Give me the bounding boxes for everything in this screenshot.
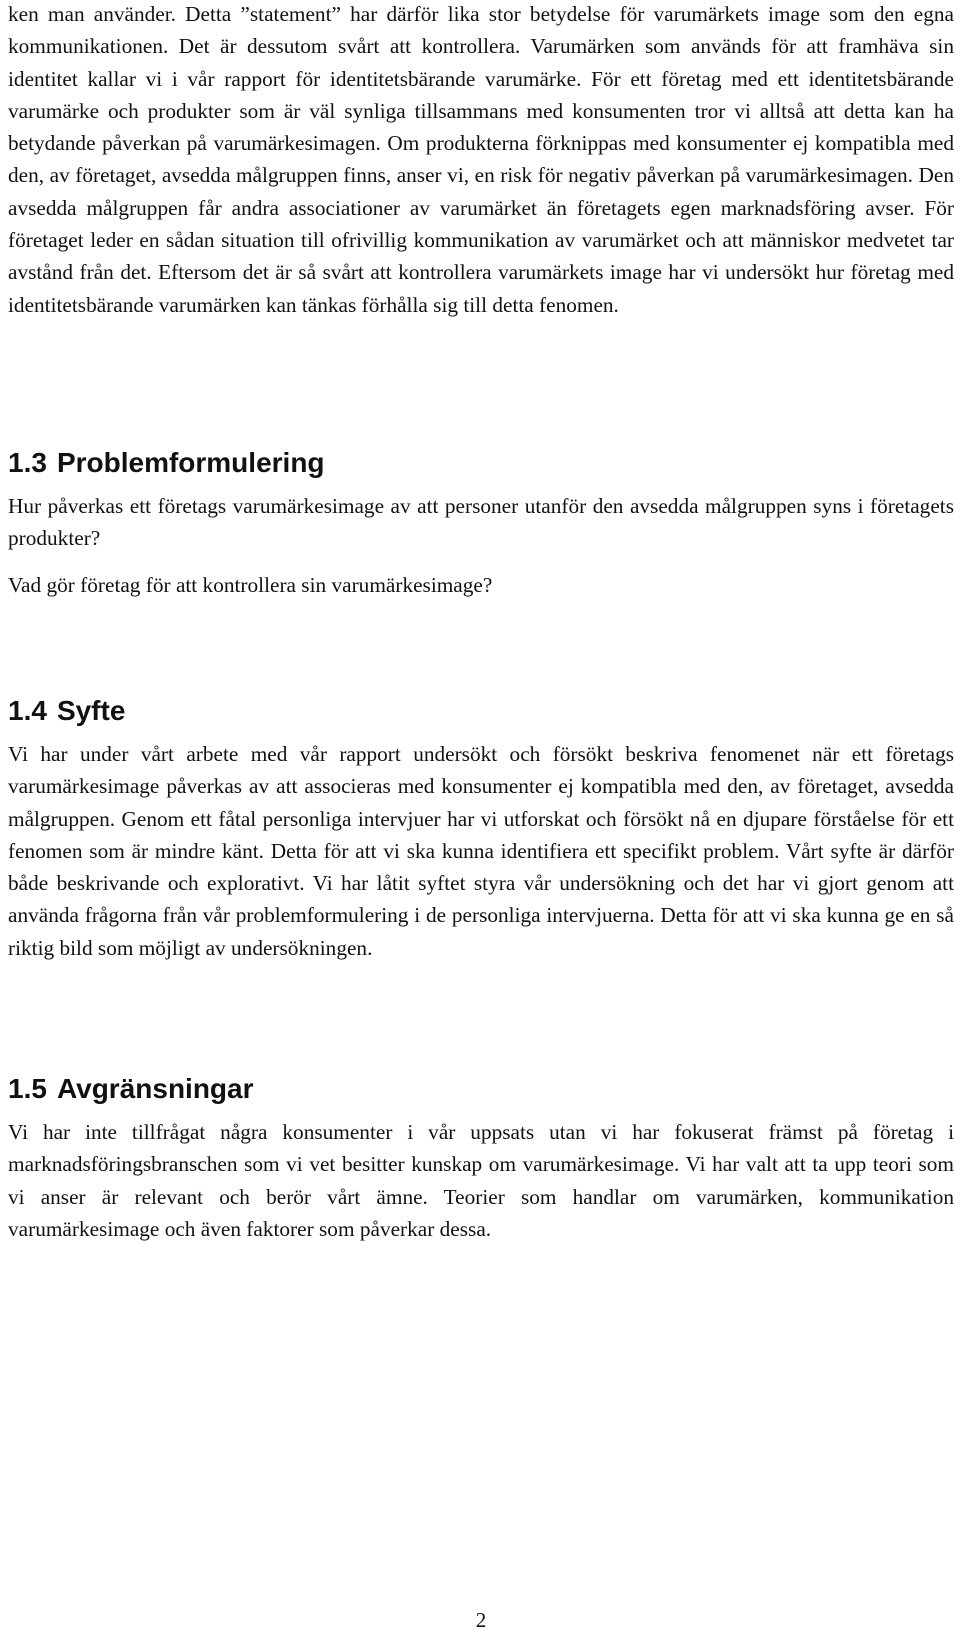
section-number: 1.5 — [8, 1073, 47, 1104]
intro-paragraph: ken man använder. Detta ”statement” har därför lika stor betydelse för varumärkets image som den egna kommunikationen. Det är dessutom svårt att kontrollera. Varumärken som används för att framhäva sin identitet kallar vi i vår rapport för identitetsbärande varumärke. För ett företag med ett identitetsbärande varumärke och produkter som är väl synliga tillsammans med konsumenten tror vi alltså att detta kan ha betydande påverkan på varumärkesimagen. Om produkterna förknippas med konsumenter ej kompatibla med den, av företaget, avsedda målgruppen finns, anser vi, en risk för negativ påverkan på varumärkesimagen. Den avsedda målgruppen får andra associationer av varumärket än företagets egen marknadsföring avser. För företaget leder en sådan situation till ofrivillig kommunikation av varumärket och att människor medvetet tar avstånd från det. Eftersom det är så svårt att kontrollera varumärkets image har vi undersökt hur företag med identitetsbärande varumärken kan tänkas förhålla sig till detta fenomen. — [8, 2, 954, 317]
problem-question-2: Vad gör företag för att kontrollera sin varumärkesimage? — [8, 573, 493, 597]
page-number: 2 — [475, 1608, 487, 1632]
section-heading-syfte — [8, 694, 125, 728]
section-title: Problemformulering — [56, 447, 325, 478]
section-number: 1.4 — [8, 695, 47, 726]
section-title: Syfte — [56, 695, 126, 726]
section-title: Avgränsningar — [56, 1073, 254, 1104]
syfte-paragraph: Vi har under vårt arbete med vår rapport undersökt och försökt beskriva fenomenet när ett företags varumärkesimage påverkas av att associeras med konsumenter ej kompatibla med den, av företaget, avsedda målgruppen. Genom ett fåtal personliga intervjuer har vi utforskat och försökt nå en djupare förståelse för ett fenomen som är mindre känt. Detta för att vi ska kunna identifiera ett specifikt problem. Vårt syfte är därför både beskrivande och explorativt. Vi har låtit syftet styra vår undersökning och det har vi gjort genom att använda frågorna från vår problemformulering i de personliga intervjuerna. Detta för att vi ska kunna ge en så riktig bild som möjligt av undersökningen. — [8, 742, 954, 960]
section-heading-avgransningar — [8, 1072, 254, 1106]
section-number: 1.3 — [8, 447, 47, 478]
avgransningar-paragraph: Vi har inte tillfrågat några konsumenter i vår uppsats utan vi har fokuserat främst på företag i marknadsföringsbranschen som vi vet besitter kunskap om varumärkesimage. Vi har valt att ta upp teori som vi anser är relevant och berör vårt ämne. Teorier som handlar om varumärken, kommunikation varumärkesimage och även faktorer som påverkar dessa. — [8, 1120, 954, 1241]
section-heading-problemformulering — [8, 446, 325, 480]
problem-question-1: Hur påverkas ett företags varumärkesimage av att personer utanför den avsedda målgruppen syns i företagets produkter? — [8, 494, 954, 551]
